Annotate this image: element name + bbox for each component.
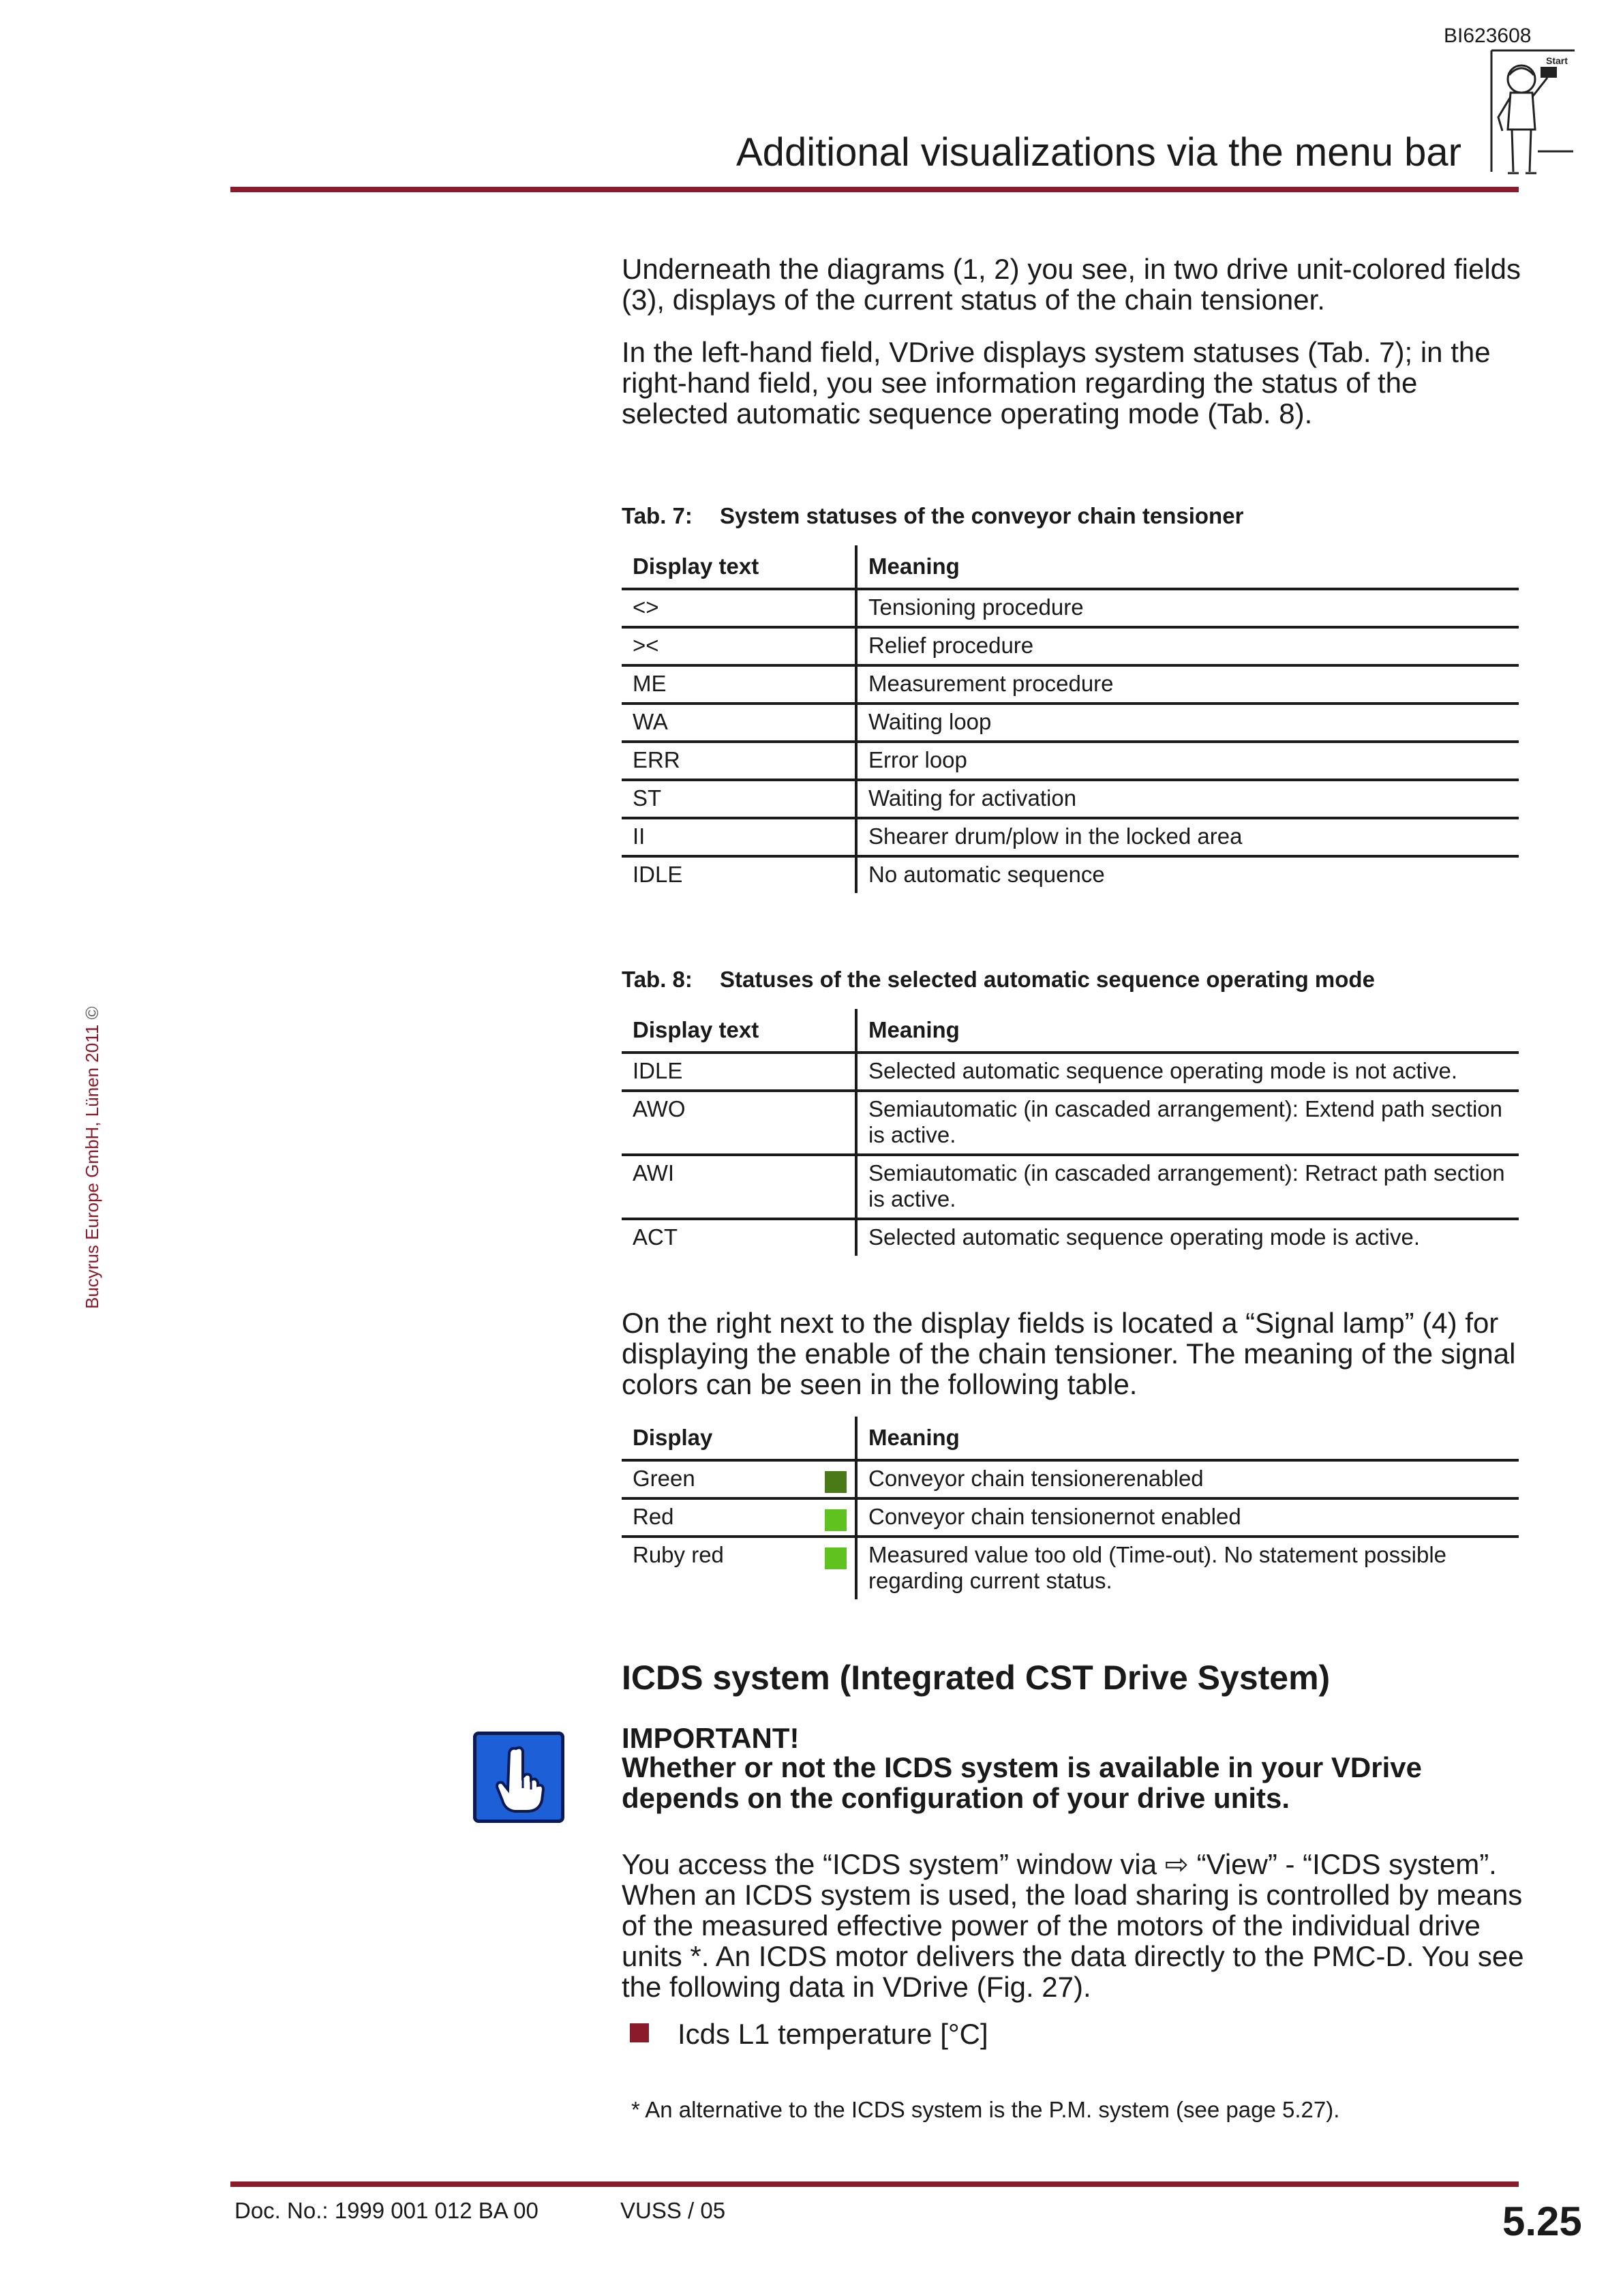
display-text-cell: ME [622,665,856,704]
table-8-caption [622,967,1375,993]
signal-color-table [622,1417,1519,1599]
meaning-cell: Error loop [856,742,1519,780]
display-cell [622,1537,856,1599]
bullet-square-icon [630,2023,649,2042]
table-row [622,1155,1519,1219]
display-text-cell: AWI [622,1155,856,1219]
display-text-cell: ST [622,780,856,818]
column-header: Display text [622,1009,856,1053]
system-status-table [622,545,1519,893]
intro-paragraph-2: In the left-hand field, VDrive displays system statuses (Tab. 7); in the right-hand field, you see information regarding the status of the selected automatic sequence operating mode (Tab. 8). [622,336,1491,429]
copyright-symbol: © [82,1006,102,1020]
section-heading: ICDS system (Integrated CST Drive System) [622,1659,1331,1697]
footnote: * An alternative to the ICDS system is the P.M. system (see page 5.27). [631,2097,1340,2122]
table-8-title: Statuses of the selected automatic sequence operating mode [720,967,1375,992]
display-text-cell: <> [622,589,856,627]
column-header: Display text [622,545,856,589]
footer-version: VUSS / 05 [620,2198,726,2223]
table-row [622,742,1519,780]
table-7-number: Tab. 7: [622,503,693,528]
footer-doc-number: Doc. No.: 1999 001 012 BA 00 [234,2198,539,2223]
header-rule [230,187,1519,192]
color-swatch [825,1471,847,1493]
table-row [622,1460,1519,1498]
intro-paragraph-1: Underneath the diagrams (1, 2) you see, in two drive unit-colored fields (3), displays of the current status of the chain tensioner. [622,253,1521,316]
meaning-cell: Shearer drum/plow in the locked area [856,818,1519,856]
table-row [622,1053,1519,1091]
copyright-text: Bucyrus Europe GmbH, Lünen 2011 [82,1024,102,1309]
important-title: IMPORTANT! [622,1722,800,1754]
meaning-cell: Conveyor chain tensionerenabled [856,1460,1519,1498]
meaning-cell: Tensioning procedure [856,589,1519,627]
meaning-cell: Measurement procedure [856,665,1519,704]
column-header: Meaning [856,1009,1519,1053]
table-row [622,665,1519,704]
operating-mode-table [622,1009,1519,1256]
display-text-cell: IDLE [622,856,856,893]
list-item-text: Icds L1 temperature [°C] [678,2018,988,2050]
icds-paragraph: You access the “ICDS system” window via ⇨ “View” - “ICDS system”. When an ICDS system is used, the load sharing is controlled by means of the measured effective power of the motors of the individual drive units *. An ICDS motor delivers the data directly to the PMC-D. You see the following data in VDrive (Fig. 27). [622,1848,1524,2003]
meaning-cell: Semiautomatic (in cascaded arrangement): Retract path section is active. [856,1155,1519,1219]
meaning-cell: Relief procedure [856,627,1519,665]
display-text-cell: >< [622,627,856,665]
list-item [630,2018,988,2051]
worker-figure-icon [1487,49,1576,185]
meaning-cell: Semiautomatic (in cascaded arrangement): Extend path section is active. [856,1091,1519,1155]
table-row [622,1091,1519,1155]
table-7-title: System statuses of the conveyor chain tensioner [720,503,1244,528]
page-number: 5.25 [1502,2199,1582,2244]
column-header: Display [622,1417,856,1460]
document-id: BI623608 [1444,25,1532,47]
table-row [622,818,1519,856]
page-title: Additional visualizations via the menu bar [736,130,1461,175]
side-copyright [82,1006,103,1309]
table-row [622,704,1519,742]
display-label: Red [633,1504,674,1529]
table-row [622,1537,1519,1599]
display-text-cell: ERR [622,742,856,780]
table-row [622,780,1519,818]
color-swatch [825,1509,847,1531]
signal-lamp-paragraph: On the right next to the display fields is located a “Signal lamp” (4) for displaying the enable of the chain tensioner. The meaning of the signal colors can be seen in the following table. [622,1307,1516,1400]
table-row [622,856,1519,893]
meaning-cell: No automatic sequence [868,862,1105,887]
display-text-cell: AWO [622,1091,856,1155]
column-header: Meaning [856,545,1519,589]
figure-label: Start [1546,55,1568,66]
display-label: Green [633,1466,695,1491]
important-hand-icon [473,1732,564,1823]
important-text: Whether or not the ICDS system is available in your VDrive depends on the configuration of your drive units. [622,1751,1422,1814]
display-cell [622,1460,856,1498]
table-row [622,627,1519,665]
display-text-cell: II [622,818,856,856]
display-text-cell: WA [622,704,856,742]
footer-rule [230,2181,1519,2187]
display-cell [622,1498,856,1537]
meaning-cell: Measured value too old (Time-out). No statement possible regarding current status. [868,1542,1447,1593]
display-text-cell: IDLE [622,1053,856,1091]
meaning-cell: Waiting loop [856,704,1519,742]
table-8-number: Tab. 8: [622,967,693,992]
meaning-cell: Conveyor chain tensionernot enabled [856,1498,1519,1537]
display-label: Ruby red [633,1542,724,1567]
meaning-cell: Selected automatic sequence operating mode is not active. [856,1053,1519,1091]
meaning-cell: Selected automatic sequence operating mode is active. [868,1224,1420,1250]
table-row [622,1219,1519,1256]
display-text-cell: ACT [622,1219,856,1256]
color-swatch [825,1547,847,1569]
meaning-cell: Waiting for activation [856,780,1519,818]
table-7-caption [622,503,1243,529]
table-row [622,589,1519,627]
column-header: Meaning [856,1417,1519,1460]
table-row [622,1498,1519,1537]
